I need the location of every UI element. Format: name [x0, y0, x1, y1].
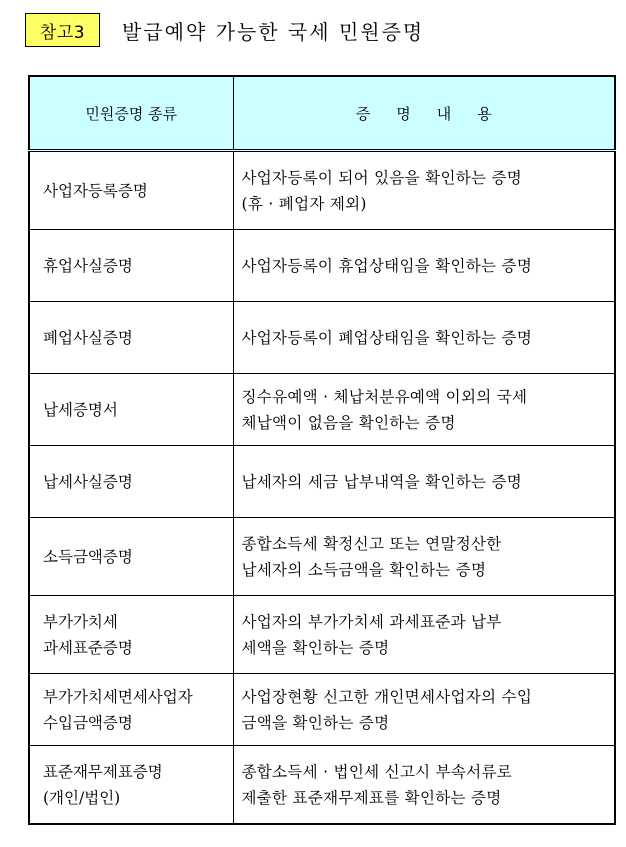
certificate-type — [29, 230, 233, 302]
certificate-type — [29, 518, 233, 596]
description-line: (휴 · 폐업자 제외) — [241, 194, 367, 213]
certificate-type-line: 부가가치세 — [43, 612, 118, 631]
description-line: 사업자의 부가가치세 과세표준과 납부 — [241, 612, 502, 631]
description-line: 사업자등록이 폐업상태임을 확인하는 증명 — [241, 328, 533, 347]
certificate-type-line: 소득금액증명 — [43, 547, 133, 566]
certificate-type — [29, 596, 233, 674]
table-row — [29, 674, 615, 746]
certificate-type-line: (개인/법인) — [43, 788, 121, 807]
certificate-type — [29, 746, 233, 825]
certificate-type-line: 사업자등록증명 — [43, 181, 148, 200]
certificate-type — [29, 151, 233, 230]
description-line: 사업자등록이 휴업상태임을 확인하는 증명 — [241, 256, 533, 275]
table-row — [29, 518, 615, 596]
description-line: 납세자의 소득금액을 확인하는 증명 — [241, 560, 487, 579]
table-row — [29, 746, 615, 825]
table-row — [29, 446, 615, 518]
description-line: 납세자의 세금 납부내역을 확인하는 증명 — [241, 472, 523, 491]
certificate-type — [29, 374, 233, 446]
table-header-row — [29, 76, 615, 151]
certificate-description — [233, 446, 615, 518]
certificate-type-line: 폐업사실증명 — [43, 328, 133, 347]
certificate-type-line: 부가가치세면세사업자 — [43, 687, 193, 706]
description-line: 사업장현황 신고한 개인면세사업자의 수입 — [241, 687, 533, 706]
certificate-type-line: 휴업사실증명 — [43, 256, 133, 275]
description-line: 종합소득세 · 법인세 신고시 부속서류로 — [241, 762, 513, 781]
certificate-description — [233, 596, 615, 674]
document-header — [25, 12, 424, 48]
certificate-description — [233, 374, 615, 446]
description-line: 제출한 표준재무제표를 확인하는 증명 — [241, 788, 502, 807]
certificate-type — [29, 302, 233, 374]
table-row — [29, 302, 615, 374]
description-line: 세액을 확인하는 증명 — [241, 638, 390, 657]
table-row — [29, 596, 615, 674]
certificate-type — [29, 446, 233, 518]
table-row — [29, 230, 615, 302]
certificate-type-line: 납세증명서 — [43, 400, 118, 419]
certificate-description — [233, 518, 615, 596]
document-title: 발급예약 가능한 국세 민원증명 — [122, 19, 425, 44]
description-line: 종합소득세 확정신고 또는 연말정산한 — [241, 534, 502, 553]
certificate-type-line: 표준재무제표증명 — [43, 762, 163, 781]
certificate-description — [233, 230, 615, 302]
table-row — [29, 374, 615, 446]
column-header-type: 민원증명 종류 — [29, 76, 233, 151]
certificate-type — [29, 674, 233, 746]
description-line: 징수유예액 · 체납처분유예액 이외의 국세 — [241, 387, 528, 406]
certificate-description — [233, 746, 615, 825]
certificate-type-line: 과세표준증명 — [43, 638, 133, 657]
description-line: 체납액이 없음을 확인하는 증명 — [241, 413, 456, 432]
certificate-table — [28, 75, 616, 825]
description-line: 금액을 확인하는 증명 — [241, 713, 390, 732]
certificate-description — [233, 151, 615, 230]
certificate-description — [233, 674, 615, 746]
table-row — [29, 151, 615, 230]
reference-badge: 참고3 — [25, 13, 100, 47]
column-header-description: 증명내용 — [233, 76, 615, 151]
description-line: 사업자등록이 되어 있음을 확인하는 증명 — [241, 168, 523, 187]
certificate-type-line: 수입금액증명 — [43, 713, 133, 732]
certificate-description — [233, 302, 615, 374]
certificate-type-line: 납세사실증명 — [43, 472, 133, 491]
